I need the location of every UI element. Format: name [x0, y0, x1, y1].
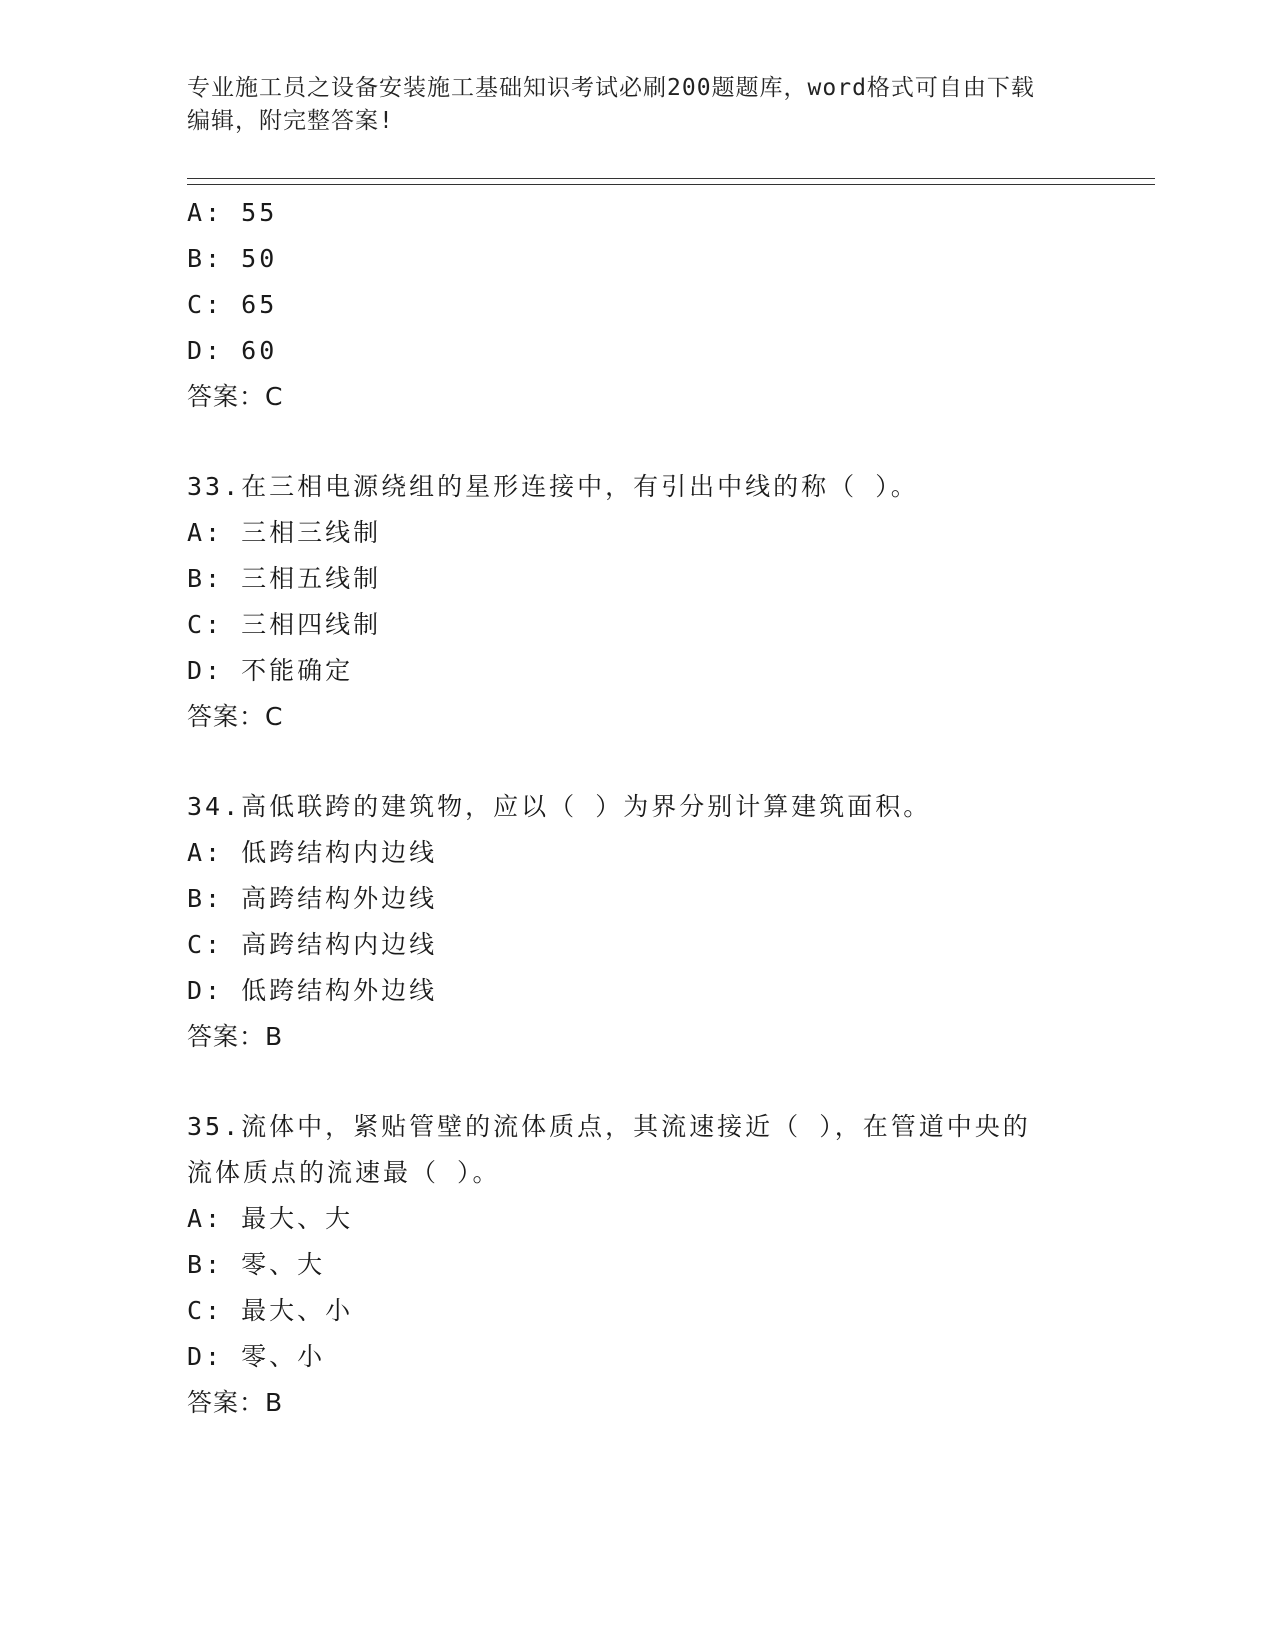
answer-line	[187, 694, 1087, 740]
option-c: C: 65	[187, 290, 278, 319]
answer-value: C	[265, 702, 286, 731]
question-stem-line-2: 流体质点的流速最（ ）。	[187, 1158, 501, 1187]
option-b: B: 高跨结构外边线	[187, 884, 438, 913]
spacer	[187, 420, 1087, 464]
document-header	[187, 72, 1087, 138]
option-c: C: 三相四线制	[187, 610, 382, 639]
question-stem: 34.高低联跨的建筑物，应以（ ）为界分别计算建筑面积。	[187, 792, 932, 821]
option-a: A: 低跨结构内边线	[187, 838, 438, 867]
answer-label: 答案：	[187, 702, 266, 731]
answer-label: 答案：	[187, 1388, 266, 1417]
question-32	[187, 190, 1087, 420]
option-a: A: 最大、大	[187, 1204, 354, 1233]
option-d: D: 低跨结构外边线	[187, 976, 438, 1005]
question-stem: 33.在三相电源绕组的星形连接中，有引出中线的称（ ）。	[187, 472, 919, 501]
option-c: C: 最大、小	[187, 1296, 354, 1325]
question-35	[187, 1104, 1087, 1426]
option-d: D: 60	[187, 336, 278, 365]
option-b: B: 零、大	[187, 1250, 326, 1279]
option-c: C: 高跨结构内边线	[187, 930, 438, 959]
answer-label: 答案：	[187, 1022, 266, 1051]
answer-label: 答案：	[187, 382, 266, 411]
question-stem-line-1: 35.流体中，紧贴管壁的流体质点，其流速接近（ ），在管道中央的	[187, 1112, 1031, 1141]
answer-line	[187, 374, 1087, 420]
header-title-line-1: 专业施工员之设备安装施工基础知识考试必刷200题题库，word格式可自由下载	[187, 75, 1035, 101]
spacer	[187, 1060, 1087, 1104]
option-a: A: 三相三线制	[187, 518, 382, 547]
answer-value: B	[265, 1022, 286, 1051]
question-list	[187, 190, 1087, 1426]
answer-value: B	[265, 1388, 286, 1417]
question-34	[187, 784, 1087, 1060]
question-33	[187, 464, 1087, 740]
spacer	[187, 740, 1087, 784]
option-d: D: 零、小	[187, 1342, 326, 1371]
header-divider	[187, 178, 1155, 185]
option-b: B: 三相五线制	[187, 564, 382, 593]
option-a: A: 55	[187, 198, 278, 227]
answer-value: C	[265, 382, 286, 411]
option-b: B: 50	[187, 244, 278, 273]
header-title-line-2: 编辑，附完整答案!	[187, 108, 394, 134]
answer-line	[187, 1380, 1087, 1426]
document-page	[187, 0, 1155, 1650]
option-d: D: 不能确定	[187, 656, 354, 685]
answer-line	[187, 1014, 1087, 1060]
